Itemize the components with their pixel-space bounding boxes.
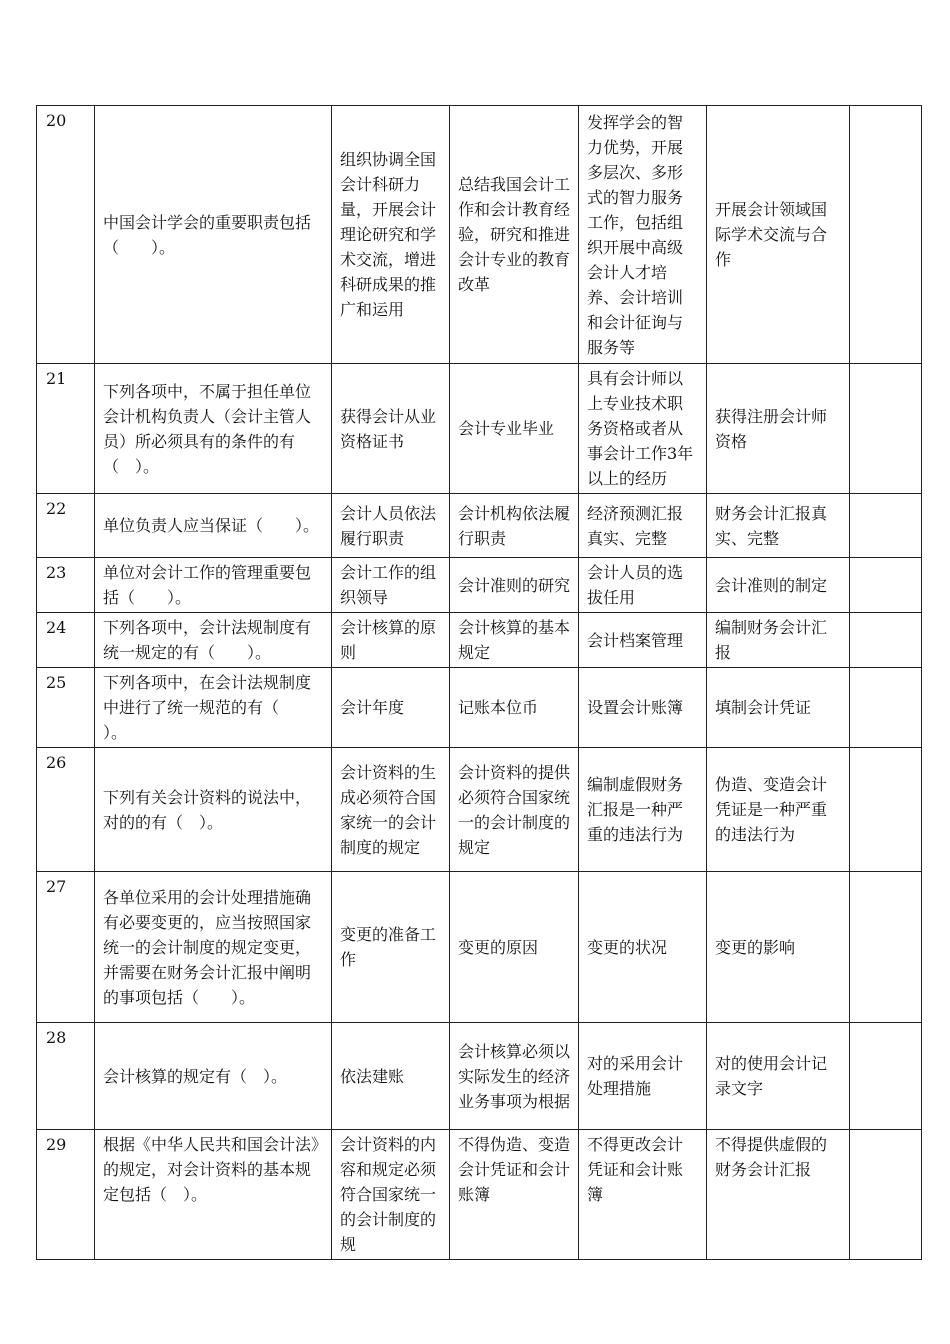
answer-cell — [850, 613, 922, 668]
question-number: 28 — [37, 1023, 95, 1130]
option-c: 会计人员的选拔任用 — [579, 558, 707, 613]
option-d: 开展会计领域国际学术交流与合作 — [707, 106, 850, 364]
option-d: 财务会计汇报真实、完整 — [707, 494, 850, 558]
option-d: 不得提供虚假的财务会计汇报 — [707, 1130, 850, 1260]
question-number: 22 — [37, 494, 95, 558]
answer-cell — [850, 748, 922, 872]
question-text: 下列各项中，不属于担任单位会计机构负责人（会计主管人员）所必须具有的条件的有（ ）。 — [95, 364, 332, 494]
question-text: 各单位采用的会计处理措施确有必要变更的，应当按照国家统一的会计制度的规定变更，并需要在财务会计汇报中阐明的事项包括（ ）。 — [95, 872, 332, 1023]
option-b: 不得伪造、变造会计凭证和会计账簿 — [450, 1130, 579, 1260]
answer-cell — [850, 494, 922, 558]
table-row — [37, 558, 922, 613]
answer-cell — [850, 558, 922, 613]
answer-cell — [850, 364, 922, 494]
question-number: 23 — [37, 558, 95, 613]
answer-cell — [850, 1130, 922, 1260]
option-c: 具有会计师以上专业技术职务资格或者从事会计工作3年以上的经历 — [579, 364, 707, 494]
option-a: 会计资料的生成必须符合国家统一的会计制度的规定 — [332, 748, 450, 872]
option-b: 会计专业毕业 — [450, 364, 579, 494]
option-d: 编制财务会计汇报 — [707, 613, 850, 668]
option-c: 会计档案管理 — [579, 613, 707, 668]
option-b: 会计核算必须以实际发生的经济业务事项为根据 — [450, 1023, 579, 1130]
question-number: 24 — [37, 613, 95, 668]
question-number: 21 — [37, 364, 95, 494]
question-text: 下列有关会计资料的说法中，对的的有（ ）。 — [95, 748, 332, 872]
option-a: 获得会计从业资格证书 — [332, 364, 450, 494]
question-text: 下列各项中，在会计法规制度中进行了统一规范的有（ ）。 — [95, 668, 332, 748]
option-a: 会计年度 — [332, 668, 450, 748]
option-d: 获得注册会计师资格 — [707, 364, 850, 494]
option-a: 会计资料的内容和规定必须符合国家统一的会计制度的规 — [332, 1130, 450, 1260]
option-b: 变更的原因 — [450, 872, 579, 1023]
table-row — [37, 1130, 922, 1260]
option-b: 会计准则的研究 — [450, 558, 579, 613]
option-a: 依法建账 — [332, 1023, 450, 1130]
option-a: 会计工作的组织领导 — [332, 558, 450, 613]
option-b: 会计资料的提供必须符合国家统一的会计制度的规定 — [450, 748, 579, 872]
option-b: 会计机构依法履行职责 — [450, 494, 579, 558]
table-row — [37, 364, 922, 494]
option-a: 会计人员依法履行职责 — [332, 494, 450, 558]
table-row — [37, 106, 922, 364]
question-text: 会计核算的规定有（ ）。 — [95, 1023, 332, 1130]
question-text: 根据《中华人民共和国会计法》的规定，对会计资料的基本规定包括（ ）。 — [95, 1130, 332, 1260]
option-a: 会计核算的原则 — [332, 613, 450, 668]
option-b: 会计核算的基本规定 — [450, 613, 579, 668]
question-text: 单位对会计工作的管理重要包括（ ）。 — [95, 558, 332, 613]
option-b: 总结我国会计工作和会计教育经验，研究和推进会计专业的教育改革 — [450, 106, 579, 364]
answer-cell — [850, 668, 922, 748]
table-row — [37, 748, 922, 872]
question-number: 29 — [37, 1130, 95, 1260]
option-d: 填制会计凭证 — [707, 668, 850, 748]
option-c: 不得更改会计凭证和会计账簿 — [579, 1130, 707, 1260]
option-b: 记账本位币 — [450, 668, 579, 748]
option-c: 发挥学会的智力优势，开展多层次、多形式的智力服务工作，包括组织开展中高级会计人才培养、会计培训和会计征询与服务等 — [579, 106, 707, 364]
option-d: 伪造、变造会计凭证是一种严重的违法行为 — [707, 748, 850, 872]
option-a: 变更的准备工作 — [332, 872, 450, 1023]
table-row — [37, 1023, 922, 1130]
question-text: 单位负责人应当保证（ ）。 — [95, 494, 332, 558]
option-c: 经济预测汇报真实、完整 — [579, 494, 707, 558]
option-c: 设置会计账簿 — [579, 668, 707, 748]
answer-cell — [850, 872, 922, 1023]
question-number: 20 — [37, 106, 95, 364]
answer-cell — [850, 106, 922, 364]
question-number: 26 — [37, 748, 95, 872]
table-row — [37, 613, 922, 668]
question-text: 下列各项中，会计法规制度有统一规定的有（ ）。 — [95, 613, 332, 668]
question-number: 25 — [37, 668, 95, 748]
table-row — [37, 872, 922, 1023]
answer-cell — [850, 1023, 922, 1130]
question-table — [36, 105, 922, 1260]
question-number: 27 — [37, 872, 95, 1023]
table-row — [37, 494, 922, 558]
option-c: 变更的状况 — [579, 872, 707, 1023]
option-d: 会计准则的制定 — [707, 558, 850, 613]
question-text: 中国会计学会的重要职责包括（ ）。 — [95, 106, 332, 364]
table-row — [37, 668, 922, 748]
option-a: 组织协调全国会计科研力量，开展会计理论研究和学术交流，增进科研成果的推广和运用 — [332, 106, 450, 364]
option-d: 对的使用会计记录文字 — [707, 1023, 850, 1130]
option-c: 编制虚假财务汇报是一种严重的违法行为 — [579, 748, 707, 872]
option-d: 变更的影响 — [707, 872, 850, 1023]
option-c: 对的采用会计处理措施 — [579, 1023, 707, 1130]
